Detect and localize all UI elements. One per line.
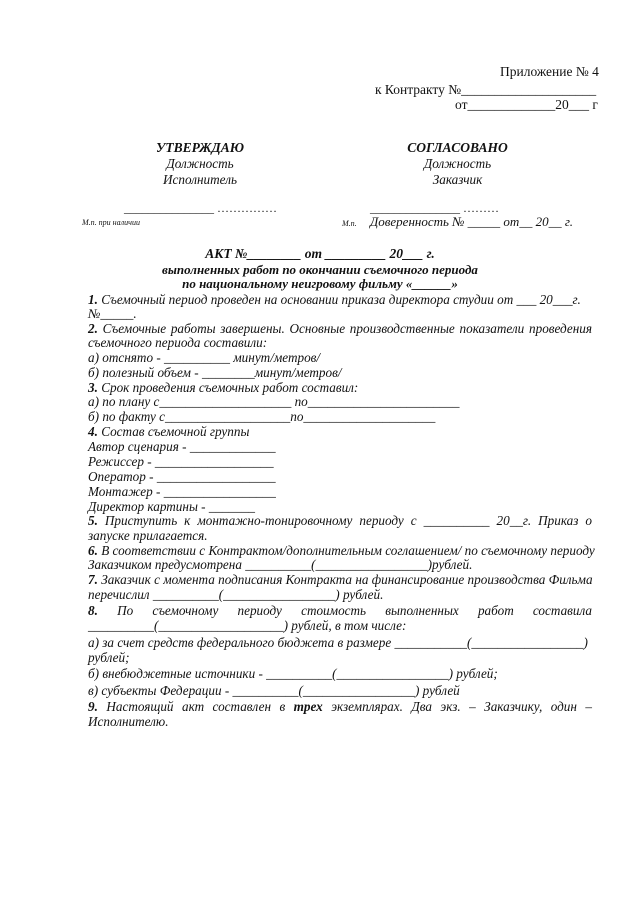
agree-signature-line: _______________ ……… — [370, 201, 499, 215]
contract-text: к Контракту № — [375, 82, 462, 97]
item-9-number: 9. — [88, 699, 98, 714]
approve-role: Исполнитель — [163, 172, 237, 187]
approve-position: Должность — [166, 156, 234, 171]
item-6-text: В соответствии с Контрактом/дополнительным соглашением/ по съемочному периоду — [97, 543, 595, 558]
item-5-number: 5. — [88, 513, 98, 528]
item-2-number: 2. — [88, 321, 98, 336]
item-7-line — [88, 572, 592, 587]
item-2-continued: съемочного периода составили: — [88, 335, 268, 350]
approve-title: УТВЕРЖДАЮ — [155, 140, 245, 155]
item-5-text: Приступить к монтажно-тонировочному периоду с __________ 20__г. Приказ о — [97, 513, 592, 528]
item-1-text: Съемочный период проведен на основании приказа директора студии от ___ 20___г. — [97, 292, 581, 307]
approve-stamp-note: М.п. при наличии — [82, 218, 140, 227]
crew-writer: Автор сценария - _____________ — [88, 439, 276, 454]
act-title: АКТ №________ от _________ 20___ г. — [205, 246, 435, 261]
contract-date: от_____________20___ г — [455, 97, 598, 112]
item-3-line — [88, 380, 358, 395]
item-1-number: 1. — [88, 292, 98, 307]
item-8c-regions: в) субъекты Федерации - __________(_________________) рублей — [88, 683, 460, 698]
crew-editor: Монтажер - _________________ — [88, 484, 276, 499]
item-6-number: 6. — [88, 543, 98, 558]
agree-role: Заказчик — [432, 172, 483, 187]
contract-number-blank: ____________________ — [461, 82, 597, 97]
item-5-line — [88, 513, 592, 528]
item-9-line — [88, 699, 592, 714]
item-3b-fact: б) по факту с___________________по____________________ — [88, 409, 436, 424]
item-9-copies: трех — [293, 699, 323, 714]
item-8-number: 8. — [88, 603, 98, 618]
item-8b-extrabudget: б) внебюджетные источники - __________(_________________) рублей; — [88, 666, 498, 681]
item-8-amount: __________(___________________) рублей, в том числе: — [88, 618, 407, 633]
item-2b-useful: б) полезный объем - ________минут/метров/ — [88, 365, 342, 380]
item-6-line — [88, 543, 595, 558]
item-8-line — [88, 603, 592, 618]
item-4-line — [88, 424, 249, 439]
item-5-continued: запуске прилагается. — [88, 528, 208, 543]
contract-label — [375, 82, 596, 98]
item-8a-rubles: рублей; — [88, 650, 130, 665]
appendix-label: Приложение № 4 — [500, 64, 599, 79]
item-4-number: 4. — [88, 424, 98, 439]
item-8-text: По съемочному периоду стоимость выполненных работ составила — [97, 603, 592, 618]
item-7-number: 7. — [88, 572, 98, 587]
crew-producer: Директор картины - _______ — [88, 499, 256, 514]
item-3-number: 3. — [88, 380, 98, 395]
approve-signature-line: _______________ …………… — [124, 201, 277, 215]
item-7-continued: перечислил __________(_________________) рублей. — [88, 587, 384, 602]
item-7-text: Заказчик с момента подписания Контракта на финансирование производства Фильма — [97, 572, 593, 587]
item-2a-filmed: а) отснято - __________ минут/метров/ — [88, 350, 321, 365]
agree-position: Должность — [423, 156, 492, 171]
crew-director: Режиссер - __________________ — [88, 454, 274, 469]
item-9-text-post: экземплярах. Два экз. – Заказчику, один – — [322, 699, 592, 714]
power-of-attorney: Доверенность № _____ от__ 20__ г. — [370, 214, 573, 229]
item-9-text-pre: Настоящий акт составлен в — [97, 699, 294, 714]
item-9-continued: Исполнителю. — [88, 714, 169, 729]
item-3-text: Срок проведения съемочных работ составил: — [97, 380, 359, 395]
agree-title: СОГЛАСОВАНО — [407, 140, 508, 155]
item-1-order-number: №_____. — [88, 306, 137, 321]
item-2-text: Съемочные работы завершены. Основные производственные показатели проведения — [97, 321, 592, 336]
item-4-text: Состав съемочной группы — [97, 424, 250, 439]
item-6-continued: Заказчиком предусмотрена __________(_________________)рублей. — [88, 557, 473, 572]
item-3a-plan: а) по плану с____________________ по_______________________ — [88, 394, 460, 409]
item-8a-federal: а) за счет средств федерального бюджета в размере ___________(_________________) — [88, 635, 588, 650]
act-subtitle: выполненных работ по окончании съемочного периода — [162, 262, 478, 277]
item-2-line — [88, 321, 592, 336]
crew-operator: Оператор - __________________ — [88, 469, 276, 484]
item-1-line — [88, 292, 581, 307]
act-film: по национальному неигровому фильму «______» — [182, 276, 458, 291]
agree-stamp-note: М.п. — [342, 219, 357, 228]
